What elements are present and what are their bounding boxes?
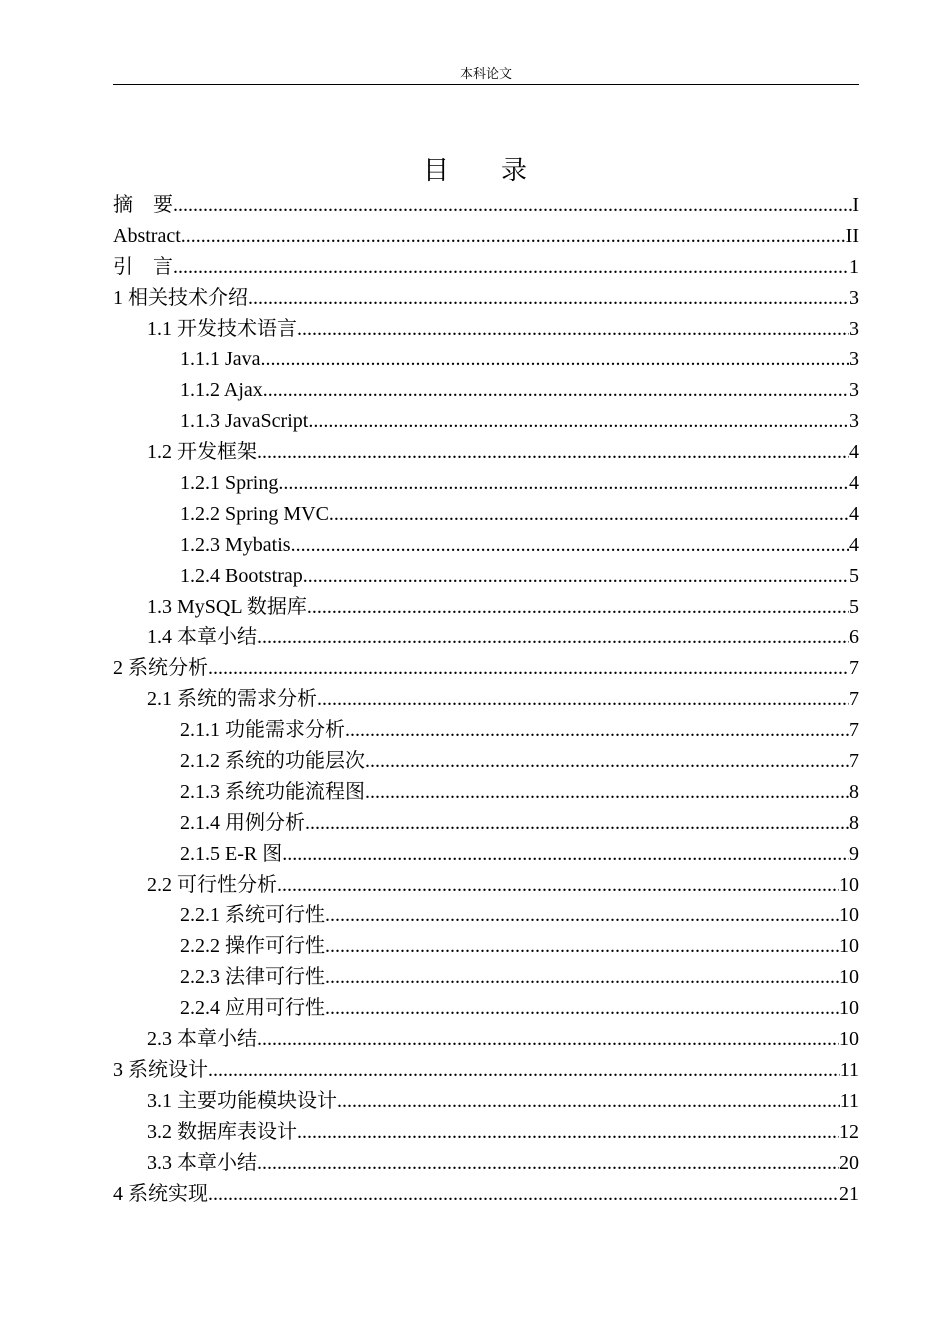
toc-entry-page: 3 <box>849 379 859 402</box>
toc-entry-page: 4 <box>849 441 859 464</box>
toc-entry-page: 21 <box>839 1182 859 1205</box>
toc-entry[interactable] <box>113 437 859 468</box>
toc-dot-leader <box>329 499 849 530</box>
toc-entry-label: 2.2 可行性分析 <box>147 873 277 896</box>
toc-dot-leader <box>325 900 839 931</box>
toc-entry-page: 1 <box>849 255 859 278</box>
toc-dot-leader <box>307 592 849 623</box>
toc-dot-leader <box>325 931 839 962</box>
toc-entry-page: 3 <box>849 348 859 371</box>
toc-entry[interactable] <box>113 870 859 901</box>
toc-entry-label: 3 系统设计 <box>113 1058 208 1081</box>
toc-entry-label: 2.1.1 功能需求分析 <box>180 719 345 742</box>
toc-dot-leader <box>208 653 849 684</box>
toc-entry[interactable] <box>113 684 859 715</box>
toc-entry-page: I <box>852 194 859 216</box>
toc-entry-page: 20 <box>839 1151 859 1174</box>
toc-dot-leader <box>297 314 849 345</box>
toc-dot-leader <box>303 561 849 592</box>
toc-entry-label: 3.3 本章小结 <box>147 1151 257 1174</box>
toc-entry-label: 2.1.3 系统功能流程图 <box>180 780 365 803</box>
toc-dot-leader <box>257 622 849 653</box>
toc-entry-label: 1.1 开发技术语言 <box>147 317 297 340</box>
toc-entry-label: 1.3 MySQL 数据库 <box>147 595 307 618</box>
toc-entry[interactable] <box>113 653 859 684</box>
toc-title <box>0 153 950 189</box>
toc-entry[interactable] <box>113 561 859 592</box>
toc-dot-leader <box>297 1117 839 1148</box>
toc-entry[interactable] <box>113 931 859 962</box>
toc-entry-label: 1.1.1 Java <box>180 348 261 371</box>
toc-dot-leader <box>305 808 849 839</box>
toc-entry[interactable] <box>113 1024 859 1055</box>
toc-dot-leader <box>365 746 849 777</box>
toc-entry-label: 2.2.3 法律可行性 <box>180 966 325 989</box>
toc-entry-page: 7 <box>849 657 859 680</box>
toc-entry-label: 4 系统实现 <box>113 1182 208 1205</box>
toc-entry-page: 5 <box>849 564 859 587</box>
toc-dot-leader <box>365 777 849 808</box>
toc-entry[interactable] <box>113 622 859 653</box>
toc-entry-label: 2.2.2 操作可行性 <box>180 935 325 958</box>
toc-entry-label: 1.2.4 Bootstrap <box>180 564 303 587</box>
toc-title-right: 录 <box>501 156 528 185</box>
toc-entry[interactable] <box>113 1179 859 1210</box>
toc-entry-page: 4 <box>849 472 859 495</box>
toc-entry-label: Abstract <box>113 224 181 247</box>
toc-entry-page: 3 <box>849 410 859 433</box>
toc-dot-leader <box>263 375 849 406</box>
toc-dot-leader <box>257 1148 839 1179</box>
toc-entry[interactable] <box>113 839 859 870</box>
toc-entry[interactable] <box>113 530 859 561</box>
toc-entry-page: 3 <box>849 286 859 309</box>
toc-dot-leader <box>257 1024 839 1055</box>
toc-entry-label: 2.1 系统的需求分析 <box>147 688 317 711</box>
toc-entry-label: 2.1.4 用例分析 <box>180 811 305 834</box>
toc-entry[interactable] <box>113 468 859 499</box>
toc-dot-leader <box>317 684 849 715</box>
toc-entry-label: 2 系统分析 <box>113 657 208 680</box>
toc-entry-label: 引 言 <box>113 255 173 278</box>
toc-entry[interactable] <box>113 808 859 839</box>
toc-entry-label: 1.2.2 Spring MVC <box>180 502 329 525</box>
toc-dot-leader <box>248 283 849 314</box>
toc-entry[interactable] <box>113 1055 859 1086</box>
toc-entry-page: 8 <box>849 780 859 803</box>
toc-entry[interactable] <box>113 190 859 221</box>
toc-entry-page: 9 <box>849 842 859 865</box>
toc-dot-leader <box>208 1055 840 1086</box>
toc-entry[interactable] <box>113 499 859 530</box>
toc-entry-page: 10 <box>839 904 859 927</box>
toc-entry-page: 12 <box>839 1120 859 1143</box>
toc-entry-page: 10 <box>839 873 859 896</box>
toc-entry[interactable] <box>113 900 859 931</box>
toc-entry-label: 1.2.3 Mybatis <box>180 533 291 556</box>
toc-entry-label: 3.1 主要功能模块设计 <box>147 1089 337 1112</box>
toc-dot-leader <box>257 437 849 468</box>
toc-dot-leader <box>337 1086 840 1117</box>
toc-entry-page: 6 <box>849 626 859 649</box>
toc-title-left: 目 <box>422 156 449 185</box>
toc-entry[interactable] <box>113 1117 859 1148</box>
toc-entry[interactable] <box>113 962 859 993</box>
toc-entry[interactable] <box>113 1148 859 1179</box>
toc-dot-leader <box>173 190 852 221</box>
toc-entry-page: 4 <box>849 533 859 556</box>
toc-entry[interactable] <box>113 1086 859 1117</box>
toc-entry-label: 3.2 数据库表设计 <box>147 1120 297 1143</box>
toc-entry-label: 2.1.2 系统的功能层次 <box>180 750 365 773</box>
toc-dot-leader <box>325 993 839 1024</box>
toc-entry-page: II <box>845 224 859 247</box>
toc-entry[interactable] <box>113 993 859 1024</box>
toc-entry-label: 2.2.1 系统可行性 <box>180 904 325 927</box>
toc-entry[interactable] <box>113 746 859 777</box>
page-header <box>113 64 859 85</box>
toc-dot-leader <box>325 962 839 993</box>
toc-entry-page: 10 <box>839 935 859 958</box>
toc-entry-page: 5 <box>849 595 859 618</box>
toc-entry-label: 2.1.5 E-R 图 <box>180 842 283 865</box>
header-text: 本科论文 <box>459 66 512 81</box>
toc-entry[interactable] <box>113 314 859 345</box>
toc-entry[interactable] <box>113 344 859 375</box>
toc-dot-leader <box>345 715 849 746</box>
toc-entry-label: 摘 要 <box>113 194 173 216</box>
toc-entry-page: 7 <box>849 688 859 711</box>
toc-entry-label: 2.3 本章小结 <box>147 1028 257 1051</box>
toc-entry-page: 4 <box>849 502 859 525</box>
toc-dot-leader <box>291 530 849 561</box>
toc-entry-page: 3 <box>849 317 859 340</box>
toc-dot-leader <box>208 1179 839 1210</box>
toc-entry[interactable] <box>113 406 859 437</box>
toc-dot-leader <box>282 839 849 870</box>
toc-entry-label: 1.4 本章小结 <box>147 626 257 649</box>
table-of-contents <box>113 190 859 1209</box>
toc-entry-page: 11 <box>839 1058 859 1081</box>
toc-entry-page: 11 <box>839 1089 859 1112</box>
toc-dot-leader <box>173 252 849 283</box>
toc-entry-page: 10 <box>839 966 859 989</box>
toc-entry[interactable] <box>113 777 859 808</box>
toc-entry-label: 1.1.3 JavaScript <box>180 410 309 433</box>
toc-entry[interactable] <box>113 221 859 252</box>
toc-entry-page: 8 <box>849 811 859 834</box>
toc-entry[interactable] <box>113 375 859 406</box>
toc-entry[interactable] <box>113 252 859 283</box>
toc-dot-leader <box>181 221 846 252</box>
toc-entry-page: 10 <box>839 1028 859 1051</box>
toc-entry[interactable] <box>113 592 859 623</box>
toc-entry-page: 7 <box>849 750 859 773</box>
toc-entry[interactable] <box>113 283 859 314</box>
toc-dot-leader <box>277 870 839 901</box>
toc-entry[interactable] <box>113 715 859 746</box>
toc-entry-label: 1 相关技术介绍 <box>113 286 248 309</box>
toc-entry-label: 2.2.4 应用可行性 <box>180 997 325 1020</box>
toc-entry-label: 1.2 开发框架 <box>147 441 257 464</box>
toc-entry-label: 1.2.1 Spring <box>180 472 279 495</box>
toc-dot-leader <box>261 344 849 375</box>
toc-dot-leader <box>308 406 849 437</box>
toc-dot-leader <box>278 468 849 499</box>
toc-entry-page: 7 <box>849 719 859 742</box>
toc-entry-label: 1.1.2 Ajax <box>180 379 263 402</box>
toc-entry-page: 10 <box>839 997 859 1020</box>
